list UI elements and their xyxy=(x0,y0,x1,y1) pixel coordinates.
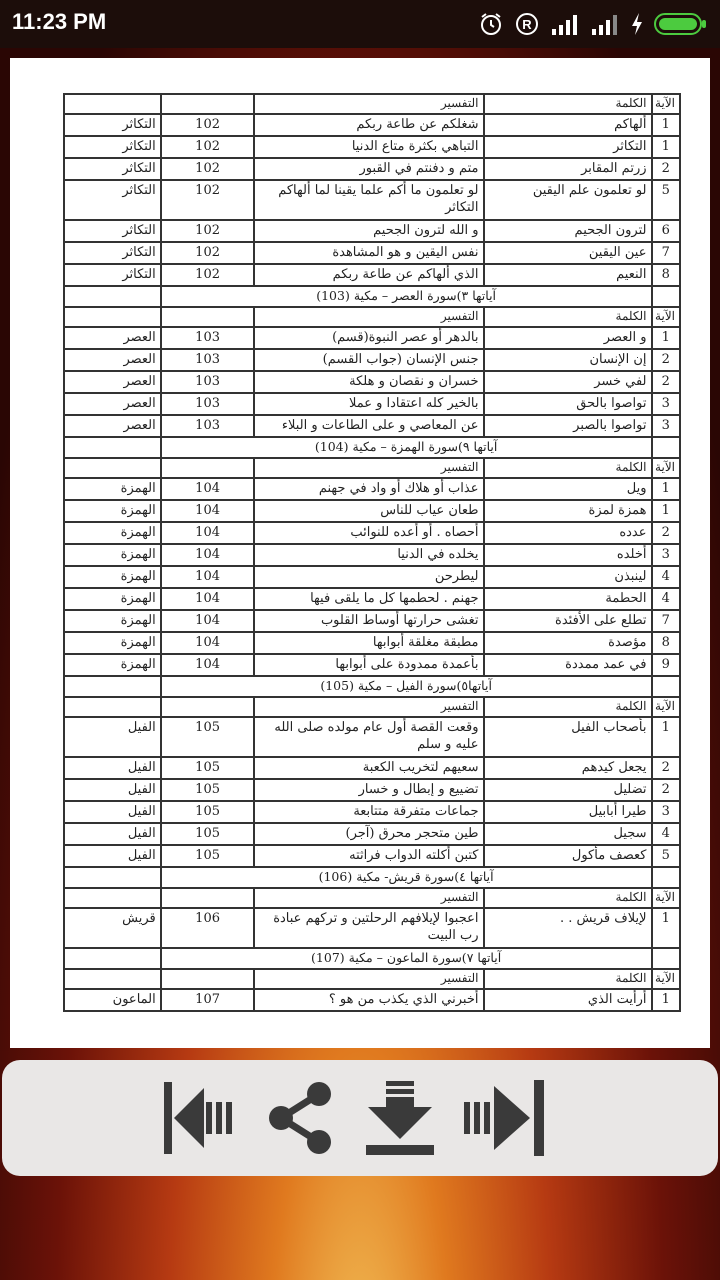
word-cell: عدده xyxy=(484,522,652,544)
surah-number-cell: 103 xyxy=(161,371,255,393)
header-verse-number: الآية xyxy=(652,697,681,717)
surah-number-cell: 104 xyxy=(161,566,255,588)
word-cell: بأصحاب الفيل xyxy=(484,717,652,757)
last-page-button[interactable] xyxy=(458,1066,558,1170)
empty-cell xyxy=(64,437,161,458)
share-icon xyxy=(265,1080,335,1156)
verse-number: 1 xyxy=(652,989,681,1011)
explanation-cell: و الله لترون الجحيم xyxy=(254,220,483,242)
verse-number: 8 xyxy=(652,632,681,654)
verse-number: 2 xyxy=(652,349,681,371)
empty-cell xyxy=(64,286,161,307)
surah-name-cell: التكاثر xyxy=(64,114,161,136)
surah-title-row xyxy=(64,676,680,697)
table-header-row xyxy=(64,307,680,327)
word-cell: إن الإنسان xyxy=(484,349,652,371)
surah-name-cell: الهمزة xyxy=(64,544,161,566)
verse-number: 1 xyxy=(652,136,681,158)
header-word: الكلمة xyxy=(484,307,652,327)
word-cell: ويل xyxy=(484,478,652,500)
first-page-button[interactable] xyxy=(150,1066,250,1170)
surah-number-cell: 102 xyxy=(161,220,255,242)
verse-number: 4 xyxy=(652,566,681,588)
header-explanation: التفسير xyxy=(254,888,483,908)
surah-number-cell: 107 xyxy=(161,989,255,1011)
table-row xyxy=(64,610,680,632)
surah-title-row xyxy=(64,948,680,969)
surah-name-cell: الهمزة xyxy=(64,522,161,544)
header-word: الكلمة xyxy=(484,458,652,478)
surah-number-cell: 105 xyxy=(161,801,255,823)
explanation-cell: شغلكم عن طاعة ربكم xyxy=(254,114,483,136)
word-cell: الحطمة xyxy=(484,588,652,610)
surah-number-cell: 103 xyxy=(161,415,255,437)
table-row xyxy=(64,566,680,588)
status-time: 11:23 PM xyxy=(12,9,107,34)
header-surah-name xyxy=(64,307,161,327)
skip-last-icon xyxy=(460,1076,556,1160)
verse-number: 2 xyxy=(652,371,681,393)
word-cell: همزة لمزة xyxy=(484,500,652,522)
registered-icon xyxy=(514,11,540,37)
explanation-cell: كتبن أكلته الدواب فراثته xyxy=(254,845,483,867)
surah-name-cell: الماعون xyxy=(64,989,161,1011)
svg-text:R: R xyxy=(522,17,532,32)
header-surah-number xyxy=(161,307,255,327)
word-cell: و العصر xyxy=(484,327,652,349)
verse-number: 3 xyxy=(652,415,681,437)
surah-name-cell: التكاثر xyxy=(64,242,161,264)
table-row xyxy=(64,500,680,522)
explanation-cell: تغشى حرارتها أوساط القلوب xyxy=(254,610,483,632)
header-verse-number: الآية xyxy=(652,94,681,114)
word-cell: مؤصدة xyxy=(484,632,652,654)
header-word: الكلمة xyxy=(484,94,652,114)
verse-number: 5 xyxy=(652,180,681,220)
table-header-row xyxy=(64,888,680,908)
status-icons xyxy=(478,10,708,38)
empty-cell xyxy=(64,867,161,888)
signal-icon xyxy=(590,13,620,35)
explanation-cell: لو تعلمون ما أكم علما يقينا لما ألهاكم التكاثر xyxy=(254,180,483,220)
explanation-cell: نفس اليقين و هو المشاهدة xyxy=(254,242,483,264)
word-cell: لترون الجحيم xyxy=(484,220,652,242)
empty-cell xyxy=(652,948,681,969)
explanation-cell: عن المعاصي و على الطاعات و البلاء xyxy=(254,415,483,437)
explanation-cell: متم و دفنتم في القبور xyxy=(254,158,483,180)
header-verse-number: الآية xyxy=(652,888,681,908)
table-row xyxy=(64,114,680,136)
surah-name-cell: الهمزة xyxy=(64,566,161,588)
header-surah-number xyxy=(161,458,255,478)
header-explanation: التفسير xyxy=(254,697,483,717)
table-row xyxy=(64,220,680,242)
surah-number-cell: 104 xyxy=(161,654,255,676)
table-row xyxy=(64,588,680,610)
verse-number: 2 xyxy=(652,522,681,544)
word-cell: لو تعلمون علم اليقين xyxy=(484,180,652,220)
verse-number: 1 xyxy=(652,114,681,136)
word-cell: النعيم xyxy=(484,264,652,286)
word-cell: في عمد ممددة xyxy=(484,654,652,676)
verse-number: 1 xyxy=(652,908,681,948)
skip-first-icon xyxy=(160,1076,240,1160)
header-explanation: التفسير xyxy=(254,458,483,478)
table-row xyxy=(64,522,680,544)
status-bar xyxy=(0,0,720,48)
table-row xyxy=(64,845,680,867)
table-row xyxy=(64,544,680,566)
header-surah-name xyxy=(64,697,161,717)
explanation-cell: يخلده في الدنيا xyxy=(254,544,483,566)
explanation-cell: بالدهر أو عصر النبوة(قسم) xyxy=(254,327,483,349)
word-cell: طيرا أبابيل xyxy=(484,801,652,823)
verse-number: 8 xyxy=(652,264,681,286)
surah-title-row xyxy=(64,286,680,307)
surah-number-cell: 102 xyxy=(161,242,255,264)
word-cell: ألهاكم xyxy=(484,114,652,136)
download-button[interactable] xyxy=(350,1066,450,1170)
charging-icon xyxy=(630,12,644,36)
table-header-row xyxy=(64,697,680,717)
surah-name-cell: الفيل xyxy=(64,801,161,823)
verse-number: 1 xyxy=(652,717,681,757)
surah-number-cell: 104 xyxy=(161,610,255,632)
word-cell: أرأيت الذي xyxy=(484,989,652,1011)
verse-number: 2 xyxy=(652,779,681,801)
table-row xyxy=(64,779,680,801)
table-row xyxy=(64,823,680,845)
surah-number-cell: 102 xyxy=(161,114,255,136)
surah-name-cell: الهمزة xyxy=(64,500,161,522)
surah-name-cell: العصر xyxy=(64,349,161,371)
surah-number-cell: 105 xyxy=(161,779,255,801)
surah-title: آياتها ٣)سورة العصر – مكية (103) xyxy=(161,286,652,307)
surah-number-cell: 105 xyxy=(161,757,255,779)
surah-name-cell: قريش xyxy=(64,908,161,948)
word-cell: كعصف مأكول xyxy=(484,845,652,867)
table-row xyxy=(64,264,680,286)
surah-number-cell: 104 xyxy=(161,478,255,500)
verse-number: 7 xyxy=(652,610,681,632)
surah-title: آياتها٥)سورة الفيل – مكية (105) xyxy=(161,676,652,697)
table-row xyxy=(64,801,680,823)
word-cell: عين اليقين xyxy=(484,242,652,264)
explanation-cell: طين متحجر محرق (آجر) xyxy=(254,823,483,845)
surah-name-cell: التكاثر xyxy=(64,136,161,158)
surah-name-cell: الهمزة xyxy=(64,654,161,676)
table-row xyxy=(64,989,680,1011)
verse-number: 1 xyxy=(652,500,681,522)
surah-number-cell: 102 xyxy=(161,180,255,220)
table-row xyxy=(64,717,680,757)
explanation-cell: ليطرحن xyxy=(254,566,483,588)
surah-name-cell: التكاثر xyxy=(64,220,161,242)
empty-cell xyxy=(64,948,161,969)
table-row xyxy=(64,349,680,371)
surah-number-cell: 106 xyxy=(161,908,255,948)
table-row xyxy=(64,136,680,158)
table-row xyxy=(64,757,680,779)
explanation-cell: جماعات متفرقة متتابعة xyxy=(254,801,483,823)
header-surah-number xyxy=(161,697,255,717)
verse-number: 3 xyxy=(652,544,681,566)
surah-number-cell: 102 xyxy=(161,158,255,180)
surah-number-cell: 104 xyxy=(161,500,255,522)
surah-title: آياتها ٤)سورة قريش- مكية (106) xyxy=(161,867,652,888)
table-row xyxy=(64,654,680,676)
word-cell: تواصوا بالحق xyxy=(484,393,652,415)
header-surah-name xyxy=(64,969,161,989)
battery-icon xyxy=(654,12,708,36)
surah-number-cell: 103 xyxy=(161,327,255,349)
empty-cell xyxy=(64,676,161,697)
header-explanation: التفسير xyxy=(254,307,483,327)
surah-number-cell: 104 xyxy=(161,544,255,566)
share-button[interactable] xyxy=(250,1066,350,1170)
table-header-row xyxy=(64,94,680,114)
surah-name-cell: الهمزة xyxy=(64,632,161,654)
header-word: الكلمة xyxy=(484,969,652,989)
word-cell: أخلده xyxy=(484,544,652,566)
table-row xyxy=(64,415,680,437)
empty-cell xyxy=(652,437,681,458)
surah-title-row xyxy=(64,867,680,888)
surah-number-cell: 104 xyxy=(161,522,255,544)
document-page xyxy=(10,58,710,1048)
table-row xyxy=(64,632,680,654)
word-cell: سجيل xyxy=(484,823,652,845)
surah-title: آياتها ٧)سورة الماعون – مكية (107) xyxy=(161,948,652,969)
surah-name-cell: التكاثر xyxy=(64,264,161,286)
download-icon xyxy=(362,1077,438,1159)
verse-number: 2 xyxy=(652,158,681,180)
table-row xyxy=(64,242,680,264)
header-surah-number xyxy=(161,888,255,908)
surah-name-cell: العصر xyxy=(64,415,161,437)
surah-number-cell: 103 xyxy=(161,393,255,415)
surah-name-cell: الفيل xyxy=(64,779,161,801)
surah-number-cell: 105 xyxy=(161,823,255,845)
header-word: الكلمة xyxy=(484,697,652,717)
empty-cell xyxy=(652,286,681,307)
surah-number-cell: 102 xyxy=(161,136,255,158)
word-cell: لينبذن xyxy=(484,566,652,588)
verse-number: 2 xyxy=(652,757,681,779)
table-row xyxy=(64,371,680,393)
explanation-cell: الذي ألهاكم عن طاعة ربكم xyxy=(254,264,483,286)
verse-number: 4 xyxy=(652,588,681,610)
empty-cell xyxy=(652,676,681,697)
alarm-icon xyxy=(478,11,504,37)
header-verse-number: الآية xyxy=(652,458,681,478)
surah-name-cell: العصر xyxy=(64,371,161,393)
explanation-cell: جنس الإنسان (جواب القسم) xyxy=(254,349,483,371)
word-cell: التكاثر xyxy=(484,136,652,158)
verse-number: 7 xyxy=(652,242,681,264)
table-header-row xyxy=(64,458,680,478)
verse-number: 1 xyxy=(652,327,681,349)
header-surah-number xyxy=(161,969,255,989)
explanation-cell: أحصاه . أو أعده للنوائب xyxy=(254,522,483,544)
surah-name-cell: الفيل xyxy=(64,823,161,845)
word-cell: لفي خسر xyxy=(484,371,652,393)
surah-name-cell: الفيل xyxy=(64,757,161,779)
surah-name-cell: الهمزة xyxy=(64,478,161,500)
surah-number-cell: 103 xyxy=(161,349,255,371)
explanation-cell: التباهي بكثرة متاع الدنيا xyxy=(254,136,483,158)
word-cell: تواصوا بالصبر xyxy=(484,415,652,437)
explanation-cell: بأعمدة ممدودة على أبوابها xyxy=(254,654,483,676)
word-cell: زرتم المقابر xyxy=(484,158,652,180)
table-row xyxy=(64,180,680,220)
explanation-cell: أخبرني الذي يكذب من هو ؟ xyxy=(254,989,483,1011)
explanation-cell: وقعت القصة أول عام مولده صلى الله عليه و سلم xyxy=(254,717,483,757)
surah-number-cell: 102 xyxy=(161,264,255,286)
surah-name-cell: العصر xyxy=(64,393,161,415)
header-word: الكلمة xyxy=(484,888,652,908)
verse-number: 3 xyxy=(652,393,681,415)
surah-name-cell: التكاثر xyxy=(64,180,161,220)
verse-number: 5 xyxy=(652,845,681,867)
explanation-cell: مطبقة مغلقة أبوابها xyxy=(254,632,483,654)
header-surah-name xyxy=(64,94,161,114)
surah-title: آياتها ٩)سورة الهمزة – مكية (104) xyxy=(161,437,652,458)
surah-number-cell: 105 xyxy=(161,845,255,867)
explanation-cell: اعجبوا لإيلافهم الرحلتين و تركهم عبادة رب البيت xyxy=(254,908,483,948)
surah-name-cell: الفيل xyxy=(64,717,161,757)
table-header-row xyxy=(64,969,680,989)
surah-number-cell: 105 xyxy=(161,717,255,757)
header-verse-number: الآية xyxy=(652,969,681,989)
explanation-cell: عذاب أو هلاك أو واد في جهنم xyxy=(254,478,483,500)
word-cell: تطلع على الأفئدة xyxy=(484,610,652,632)
explanation-cell: سعيهم لتخريب الكعبة xyxy=(254,757,483,779)
surah-name-cell: التكاثر xyxy=(64,158,161,180)
surah-number-cell: 104 xyxy=(161,588,255,610)
table-row xyxy=(64,478,680,500)
surah-name-cell: العصر xyxy=(64,327,161,349)
word-cell: يجعل كيدهم xyxy=(484,757,652,779)
explanation-cell: بالخير كله اعتقادا و عملا xyxy=(254,393,483,415)
table-row xyxy=(64,393,680,415)
header-verse-number: الآية xyxy=(652,307,681,327)
table-row xyxy=(64,158,680,180)
word-cell: تضليل xyxy=(484,779,652,801)
explanation-cell: خسران و نقصان و هلكة xyxy=(254,371,483,393)
header-explanation: التفسير xyxy=(254,969,483,989)
surah-name-cell: الهمزة xyxy=(64,588,161,610)
header-surah-name xyxy=(64,458,161,478)
verse-number: 1 xyxy=(652,478,681,500)
bottom-toolbar xyxy=(2,1060,718,1176)
table-row xyxy=(64,327,680,349)
header-surah-name xyxy=(64,888,161,908)
header-surah-number xyxy=(161,94,255,114)
empty-cell xyxy=(652,867,681,888)
tafsir-table xyxy=(63,93,681,1012)
verse-number: 4 xyxy=(652,823,681,845)
explanation-cell: تضييع و إبطال و خسار xyxy=(254,779,483,801)
verse-number: 9 xyxy=(652,654,681,676)
surah-title-row xyxy=(64,437,680,458)
explanation-cell: جهنم . لحطمها كل ما يلقى فيها xyxy=(254,588,483,610)
verse-number: 6 xyxy=(652,220,681,242)
verse-number: 3 xyxy=(652,801,681,823)
surah-name-cell: الهمزة xyxy=(64,610,161,632)
explanation-cell: طعان عياب للناس xyxy=(254,500,483,522)
header-explanation: التفسير xyxy=(254,94,483,114)
surah-name-cell: الفيل xyxy=(64,845,161,867)
table-row xyxy=(64,908,680,948)
signal-icon xyxy=(550,13,580,35)
surah-number-cell: 104 xyxy=(161,632,255,654)
word-cell: لإيلاف قريش . . xyxy=(484,908,652,948)
